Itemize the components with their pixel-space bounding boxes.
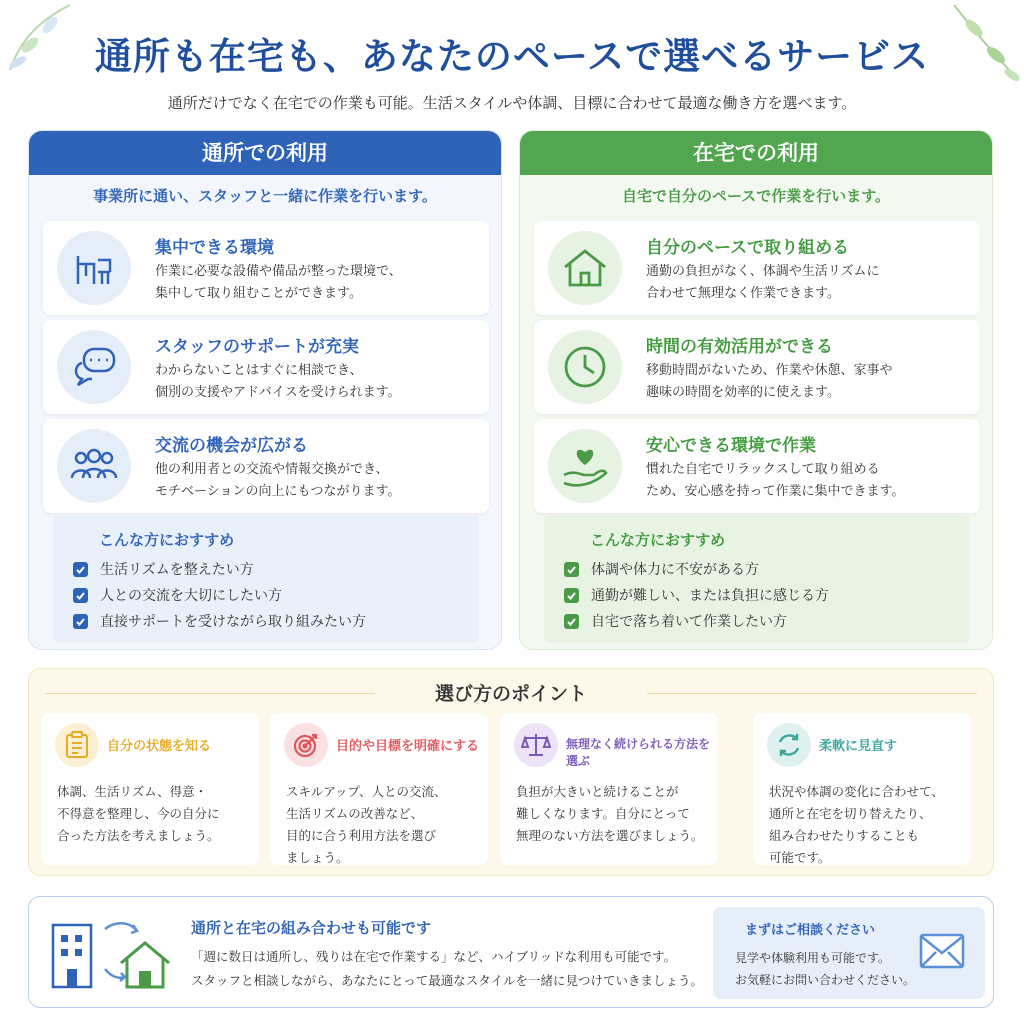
commute-subheading: 事業所に通い、スタッフと一緒に作業を行います。	[93, 187, 437, 205]
point-title: 柔軟に見直す	[819, 739, 898, 754]
point-title: 自分の状態を知る	[107, 739, 212, 754]
recommend-item: 通勤が難しい、または負担に感じる方	[564, 585, 829, 605]
desk-chair-icon	[57, 231, 131, 305]
home-recommend-box	[544, 515, 970, 643]
home-column	[519, 130, 993, 650]
home-card-time	[534, 320, 980, 414]
point-description: 状況や体調の変化に合わせて、 通所と在宅を切り替えたり、 組み合わせたりすることも 可能です。	[769, 784, 944, 865]
recommend-item: 直接サポートを受けながら取り組みたい方	[73, 611, 366, 631]
page-subtitle: 通所だけでなく在宅での作業も可能。生活スタイルや体調、目標に合わせて最適な働き方を選べます。	[167, 94, 857, 112]
home-card-safe	[534, 419, 980, 513]
home-heading: 在宅での利用	[520, 131, 992, 175]
point-description: 体調、生活リズム、得意・ 不得意を整理し、今の自分に 合った方法を考えましょう。	[57, 784, 220, 843]
clock-icon	[548, 330, 622, 404]
target-icon	[284, 723, 328, 767]
hybrid-title: 通所と在宅の組み合わせも可能です	[191, 919, 432, 937]
commute-heading: 通所での利用	[29, 131, 501, 175]
commute-card-exchange	[43, 419, 489, 513]
point-card-know-state	[41, 713, 259, 865]
scales-icon	[514, 723, 558, 767]
card-description: 移動時間がないため、作業や休憩、家事や 趣味の時間を効率的に使えます。	[646, 363, 893, 400]
card-description: 他の利用者との交流や情報交換ができ、 モチベーションの向上にもつながります。	[155, 462, 401, 499]
page-title: 通所も在宅も、あなたのペースで選べるサービス	[94, 35, 930, 78]
contact-title: まずはご相談ください	[745, 923, 876, 938]
heart-hand-icon	[548, 429, 622, 503]
commute-column	[28, 130, 502, 650]
commute-recommend-box	[53, 515, 479, 643]
points-title: 選び方のポイント	[434, 683, 587, 705]
point-title: 無理なく続けられる方法を選ぶ	[566, 737, 711, 768]
recommend-item: 体調や体力に不安がある方	[564, 559, 759, 579]
card-title: 自分のペースで取り組める	[646, 238, 850, 258]
checkbox-icon	[564, 614, 579, 629]
envelope-icon[interactable]	[919, 933, 965, 969]
home-subheading: 自宅で自分のペースで作業を行います。	[621, 187, 891, 205]
checkbox-icon	[73, 614, 88, 629]
office-home-icon	[49, 915, 171, 993]
checkbox-icon	[564, 562, 579, 577]
card-title: 時間の有効活用ができる	[646, 337, 833, 357]
recommend-item: 人との交流を大切にしたい方	[73, 585, 282, 605]
selection-points	[28, 668, 994, 876]
house-icon	[548, 231, 622, 305]
card-description: わからないことはすぐに相談でき、 個別の支援やアドバイスを受けられます。	[155, 363, 401, 400]
refresh-icon	[767, 723, 811, 767]
card-title: 交流の機会が広がる	[155, 436, 308, 456]
commute-card-environment	[43, 221, 489, 315]
point-description: 負担が大きいと続けることが 難しくなります。自分にとって 無理のない方法を選びましょう。	[516, 784, 704, 843]
home-card-pace	[534, 221, 980, 315]
contact-box[interactable]	[713, 907, 985, 999]
commute-card-support	[43, 320, 489, 414]
point-card-sustain	[500, 713, 718, 865]
recommend-item: 自宅で落ち着いて作業したい方	[564, 611, 787, 631]
checkbox-icon	[564, 588, 579, 603]
people-group-icon	[57, 429, 131, 503]
card-description: 慣れた自宅でリラックスして取り組める ため、安心感を持って作業に集中できます。	[646, 462, 905, 499]
recommend-item: 生活リズムを整えたい方	[73, 559, 254, 579]
clipboard-icon	[55, 723, 99, 767]
recommend-title: こんな方におすすめ	[99, 531, 235, 549]
card-title: 安心できる環境で作業	[646, 436, 816, 456]
checkbox-icon	[73, 588, 88, 603]
chat-bubbles-icon	[57, 330, 131, 404]
card-title: スタッフのサポートが充実	[155, 337, 359, 357]
card-description: 作業に必要な設備や備品が整った環境で、 集中して取り組むことができます。	[155, 264, 402, 301]
point-card-review	[753, 713, 971, 865]
card-description: 通勤の負担がなく、体調や生活リズムに 合わせて無理なく作業できます。	[646, 264, 880, 301]
hybrid-description: 「週に数日は通所し、残りは在宅で作業する」など、ハイブリッドな利用も可能です。 スタッフと相談しながら、あなたにとって最適なスタイルを一緒に見つけていきましょう。	[191, 949, 704, 988]
point-description: スキルアップ、人との交流、 生活リズムの改善など、 目的に合う利用方法を選び ましょう。	[286, 784, 447, 865]
point-title: 目的や目標を明確にする	[336, 739, 480, 754]
hybrid-section	[28, 896, 994, 1008]
contact-description: 見学や体験利用も可能です。 お気軽にお問い合わせください。	[735, 951, 916, 987]
recommend-title: こんな方におすすめ	[590, 531, 726, 549]
point-card-goal	[270, 713, 488, 865]
checkbox-icon	[73, 562, 88, 577]
card-title: 集中できる環境	[155, 238, 274, 258]
